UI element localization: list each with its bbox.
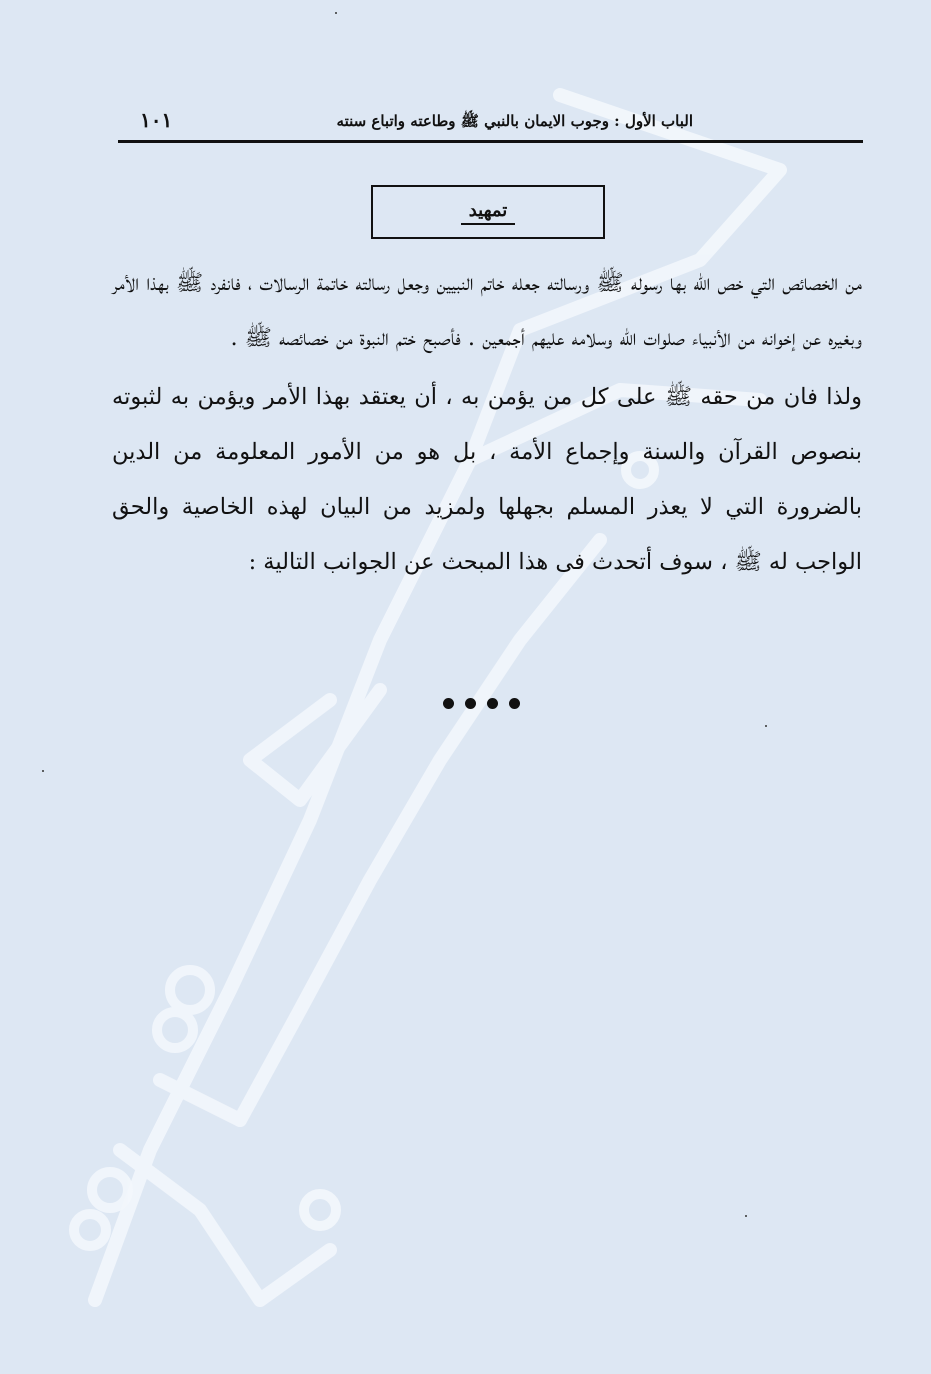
page-number: ١٠١ [140,108,173,132]
page-header [118,104,863,143]
scan-speck [335,12,337,14]
section-title: تمهيد [461,200,516,225]
scan-speck [765,725,767,727]
running-title: الباب الأول : وجوب الايمان بالنبي ﷺ وطاعته واتباع سنته [336,112,693,130]
section-title-box [371,185,605,239]
ornament-dot [465,698,476,709]
section-end-ornament [443,698,520,709]
ornament-dot [509,698,520,709]
body-text [112,256,862,590]
ornament-dot [487,698,498,709]
paragraph: ولذا فان من حقه ﷺ على كل من يؤمن به ، أن يعتقد بهذا الأمر ويؤمن به لثبوته بنصوص القرآن والسنة وإجماع الأمة ، بل هو من الأمور المعلومة من الدين بالضرورة التي لا يعذر المسلم بجهلها ولمزيد من البيان لهذه الخاصية والحق الواجب له ﷺ ، سوف أتحدث فى هذا المبحث عن الجوانب التالية : [112,384,862,575]
paragraph: من الخصائص التي خص الله بها رسوله ﷺ ورسالته جعله خاتم النبيين وجعل رسالته خاتمة الرسالات ، فانفرد ﷺ بهذا الأمر وبغيره عن إخوانه من الأنبياء صلوات الله وسلامه عليهم أجمعين . فأصبح ختم النبوة من خصائصه ﷺ . [112,270,862,351]
ornament-dot [443,698,454,709]
scan-speck [42,770,44,772]
scan-speck [745,1215,747,1217]
